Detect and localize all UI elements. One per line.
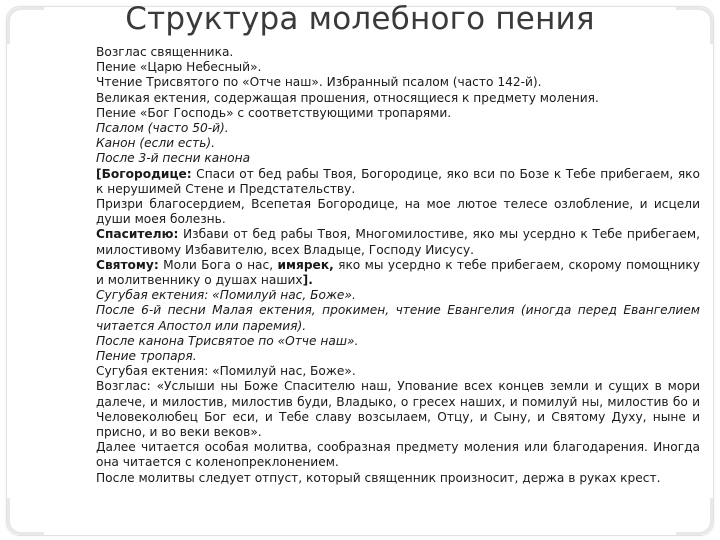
prayer-label: Спасителю: <box>96 227 179 242</box>
slide-body <box>96 45 700 486</box>
text-line: После 6-й песни Малая ектения, прокимен, чтение Евангелия (иногда перед Евангелием читается Апостол или паремия). <box>96 303 700 333</box>
slide-title: Структура молебного пения <box>125 1 595 37</box>
prayer-label: Святому: <box>96 257 159 272</box>
bracket-close: ]. <box>302 273 313 288</box>
text-line: Возглас священника. <box>96 45 234 59</box>
name-placeholder: имярек, <box>277 257 334 272</box>
prayer-theotokos <box>96 167 700 197</box>
prayer-text: яко мы усердно к тебе прибегаем, скорому помощнику и молитвеннику о душах наших <box>96 257 700 288</box>
text-line: Сугубая ектения: «Помилуй нас, Боже». <box>96 288 356 303</box>
text-line: После канона Трисвятое по «Отче наш». <box>96 333 359 348</box>
prayer-saint <box>96 258 700 288</box>
prayer-theotokos-2: Призри благосердием, Всепетая Богородице, на мое лютое телесе озлобление, и исцели души моея болезнь. <box>96 197 700 227</box>
text-line: Возглас: «Услыши ны Боже Спасителю наш, Упование всех концев земли и сущих в мори далече, и милостив, милостив буди, Владыко, о гресех наших, и помилуй ны, милостив бо и Человеколюбец Бог еси, и Тебе славу возсылаем, Отцу, и Сыну, и Святому Духу, ныне и присно, и во веки веков». <box>96 379 700 440</box>
bracket-open: [ <box>96 166 102 181</box>
text-line: Пение тропаря. <box>96 349 197 364</box>
text-line: Великая ектения, содержащая прошения, относящиеся к предмету моления. <box>96 90 599 105</box>
frame-corner-decoration <box>676 498 713 535</box>
text-line: Далее читается особая молитва, сообразная предмету моления или благодарения. Иногда она читается с коленопреклонением. <box>96 440 700 470</box>
prayer-saviour <box>96 227 700 257</box>
prayer-text: Спаси от бед рабы Твоя, Богородице, яко вси по Бозе к Тебе прибегаем, яко к нерушимей Стене и Предстательству. <box>96 166 700 196</box>
text-line: После 3-й песни канона <box>96 151 251 166</box>
frame-corner-decoration <box>7 498 44 535</box>
text-line: Канон (если есть). <box>96 136 216 151</box>
text-line: Псалом (часто 50-й). <box>96 121 229 136</box>
text-line: Чтение Трисвятого по «Отче наш». Избранный псалом (часто 142-й). <box>96 75 542 90</box>
text-line: Пение «Царю Небесный». <box>96 60 262 75</box>
prayer-text: Избави от бед рабы Твоя, Многомилостиве, яко мы усердно к Тебе прибегаем, милостивому Избавителю, всех Владыце, Господу Иисусу. <box>96 227 700 257</box>
text-line: Сугубая ектения: «Помилуй нас, Боже». <box>96 364 356 379</box>
text-line: После молитвы следует отпуст, который священник произносит, держа в руках крест. <box>96 470 661 485</box>
text-line: Пение «Бог Господь» с соответствующими тропарями. <box>96 105 452 120</box>
prayer-label: Богородице: <box>101 166 192 181</box>
prayer-text: Моли Бога о нас, <box>158 257 278 272</box>
